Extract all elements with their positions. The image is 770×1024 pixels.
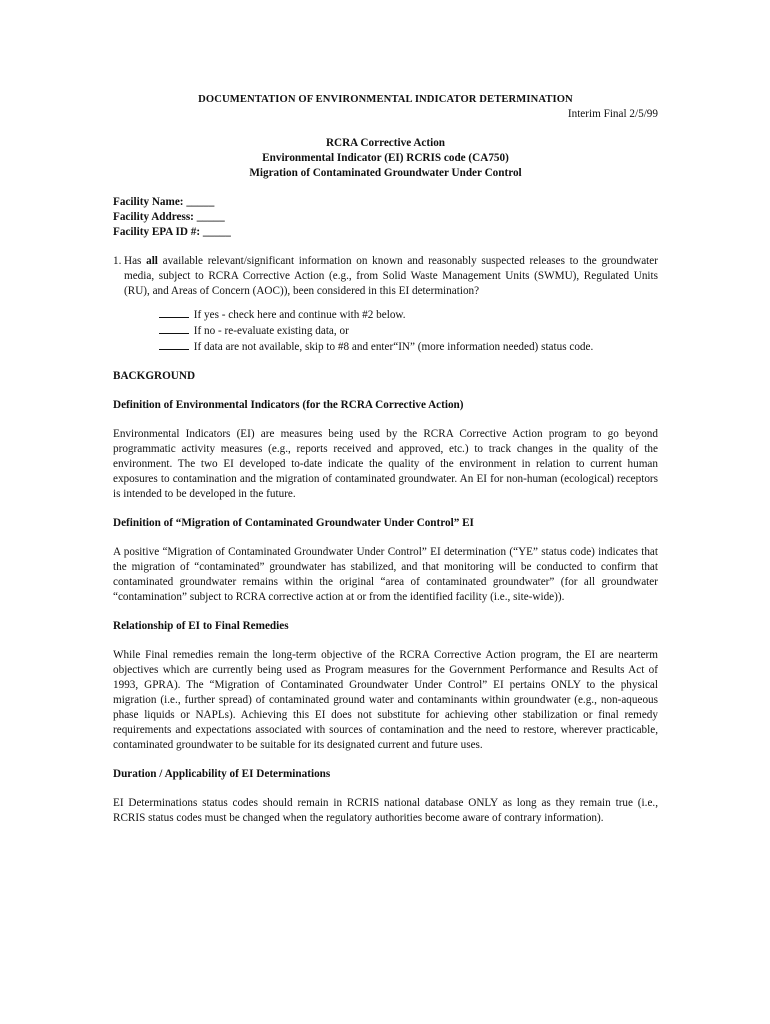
facility-name: Facility Name: _____ [113, 196, 215, 208]
title-line-3: Migration of Contaminated Groundwater Under Control [249, 167, 522, 179]
option-not-available [159, 339, 658, 355]
question-bold-word: all [146, 255, 158, 267]
option-yes-label: If yes - check here and continue with #2 below. [193, 309, 406, 321]
question-text-start: Has [124, 255, 147, 267]
checkbox-blank-yes[interactable] [159, 307, 189, 318]
checkbox-blank-na[interactable] [159, 339, 189, 350]
title-line-1: RCRA Corrective Action [325, 137, 446, 149]
facility-address: Facility Address: _____ [113, 211, 225, 223]
facility-info [113, 195, 658, 240]
relationship-heading: Relationship of EI to Final Remedies [113, 620, 289, 632]
checkbox-blank-no[interactable] [159, 323, 189, 334]
answer-options [159, 307, 658, 355]
option-no-label: If no - re-evaluate existing data, or [193, 325, 349, 337]
question-1 [113, 254, 658, 299]
document-page [113, 92, 658, 826]
relationship-text: While Final remedies remain the long-term objective of the RCRA Corrective Action program, the EI are nearterm objectives which are currently being used as Program measures for the Government Performance and Results Act of 1993, GPRA). The “Migration of Contaminated Groundwater Under Control” EI pertains ONLY to the physical migration (i.e., further spread) of contaminated ground water and contaminants within groundwater (e.g., non-aqueous phase liquids or NAPLs). Achieving this EI does not substitute for achieving other stabilization or final remedy requirements and expectations associated with sources of contamination and the need to restore, wherever practicable, contaminated groundwater to be suitable for its designated current and future uses. [113, 649, 658, 751]
duration-text: EI Determinations status codes should remain in RCRIS national database ONLY as long as they remain true (i.e., RCRIS status codes must be changed when the regulatory authorities become aware of contrary information). [113, 797, 658, 824]
question-number: 1. [113, 255, 122, 267]
option-yes [159, 307, 658, 323]
option-no [159, 323, 658, 339]
question-text [124, 254, 658, 299]
background-heading: BACKGROUND [113, 370, 196, 382]
duration-heading: Duration / Applicability of EI Determinations [113, 768, 331, 780]
title-line-2: Environmental Indicator (EI) RCRIS code (CA750) [262, 152, 509, 164]
interim-final-date: Interim Final 2/5/99 [567, 108, 658, 120]
question-text-end: available relevant/significant information on known and reasonably suspected releases to the groundwater media, subject to RCRA Corrective Action (e.g., from Solid Waste Management Units (SWMU), Regulated Units (RU), and Areas of Concern (AOC)), been considered in this EI determination? [124, 255, 658, 297]
definition-ei-text: Environmental Indicators (EI) are measures being used by the RCRA Corrective Action program to go beyond programmatic activity measures (e.g., reports received and approved, etc.) to track changes in the quality of the environment. The two EI developed to-date indicate the quality of the environment in relation to current human exposures to contamination and the migration of contaminated groundwater. An EI for non-human (ecological) receptors is intended to be developed in the future. [113, 428, 658, 500]
title-block [113, 136, 658, 181]
option-na-label: If data are not available, skip to #8 and enter“IN” (more information needed) status code. [193, 341, 594, 353]
definition-ei-heading: Definition of Environmental Indicators (for the RCRA Corrective Action) [113, 399, 464, 411]
definition-migration-text: A positive “Migration of Contaminated Groundwater Under Control” EI determination (“YE” status code) indicates that the migration of “contaminated” groundwater has stabilized, and that monitoring will be conducted to confirm that contaminated groundwater remains within the original “area of contaminated groundwater” (for all groundwater “contamination” subject to RCRA corrective action at or from the identified facility (i.e., site-wide)). [113, 546, 658, 603]
definition-migration-heading: Definition of “Migration of Contaminated Groundwater Under Control” EI [113, 517, 474, 529]
facility-epa-id: Facility EPA ID #: _____ [113, 226, 231, 238]
document-title: DOCUMENTATION OF ENVIRONMENTAL INDICATOR DETERMINATION [198, 94, 573, 105]
